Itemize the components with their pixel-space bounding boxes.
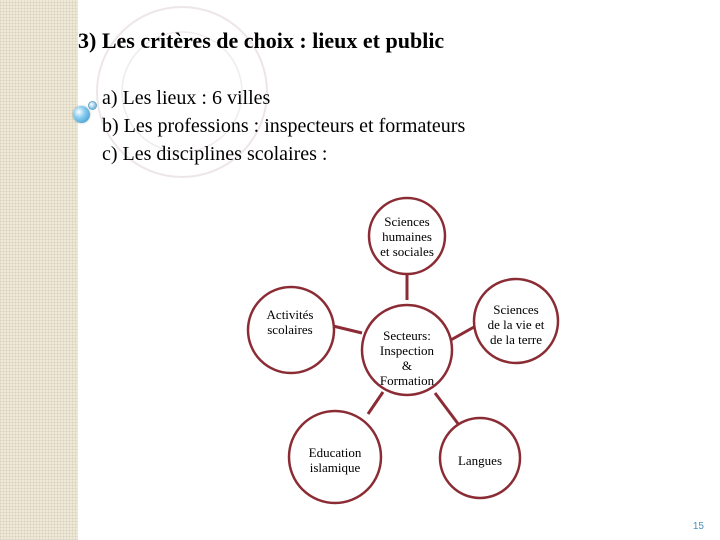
node-label-sciences-humaines: Sciences humaines et sociales — [380, 213, 434, 259]
page-number: 15 — [692, 521, 704, 532]
node-label-education: Education islamique — [308, 445, 362, 475]
connector-line — [435, 393, 459, 425]
connector-line — [333, 326, 362, 333]
connector-line — [368, 392, 383, 414]
connector-line — [449, 327, 474, 341]
node-label-langues: Langues — [457, 452, 503, 468]
slide-title: 3) Les critères de choix : lieux et public — [78, 28, 445, 53]
bullet-item-lieux: a) Les lieux : 6 villes — [102, 87, 271, 109]
node-label-activites: Activités scolaires — [266, 307, 314, 337]
center-label-secteurs: Secteurs: Inspection & Formation — [379, 328, 435, 388]
bullet-item-professions: b) Les professions : inspecteurs et formateurs — [102, 115, 466, 137]
bullet-item-disciplines: c) Les disciplines scolaires : — [102, 143, 328, 165]
node-label-sciences-vie: Sciences de la vie et de la terre — [487, 301, 545, 347]
